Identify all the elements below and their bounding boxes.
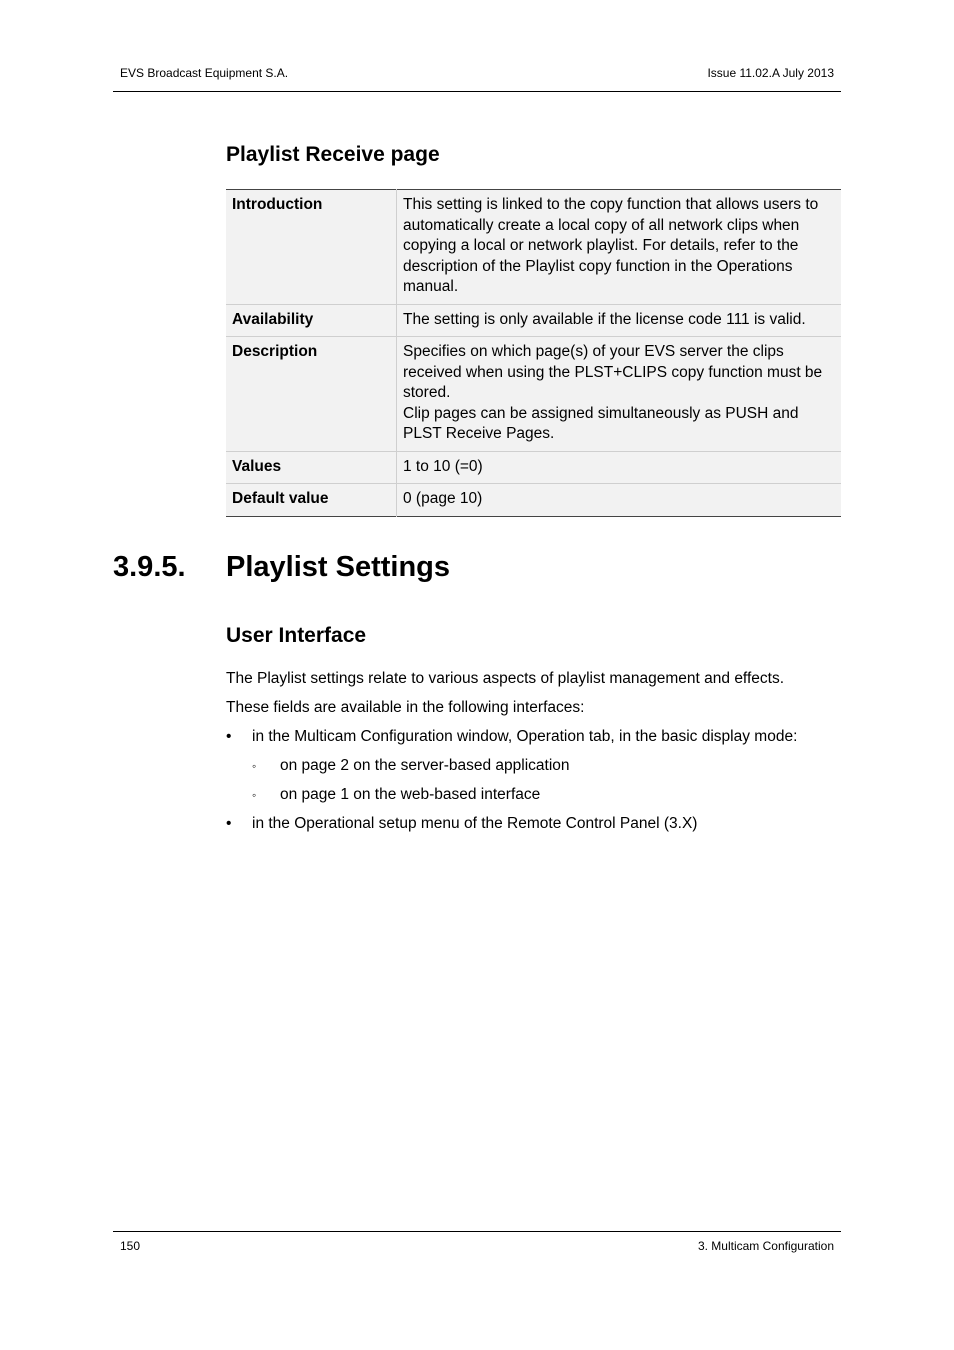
section-number: 3.9.5.	[113, 551, 186, 583]
table-row	[226, 484, 841, 517]
row-value	[397, 190, 842, 305]
row-value	[397, 337, 842, 452]
table-row	[226, 304, 841, 337]
table-row	[226, 451, 841, 484]
row-label: Introduction	[226, 190, 397, 305]
page-header	[113, 0, 841, 92]
value-line: stored.	[403, 384, 451, 401]
table-row	[226, 337, 841, 452]
value-line: Clip pages can be assigned simultaneously as PUSH and	[403, 404, 799, 422]
page-footer	[113, 1231, 841, 1253]
bullet-text: in the Operational setup menu of the Remote Control Panel (3.X)	[252, 815, 698, 832]
subsection-title: Playlist Receive page	[226, 143, 440, 166]
row-value	[397, 304, 842, 337]
row-label: Values	[226, 451, 397, 484]
row-label: Description	[226, 337, 397, 452]
header-issue: Issue 11.02.A July 2013	[707, 66, 834, 80]
value-line: This setting is linked to the copy function that allows users to	[403, 196, 819, 213]
bullet-mark: •	[226, 728, 232, 745]
bullet-mark: •	[226, 815, 232, 832]
sub-bullet-text: on page 2 on the server-based application	[280, 757, 570, 774]
row-label: Availability	[226, 304, 397, 337]
table-row	[226, 190, 841, 305]
row-value	[397, 451, 842, 484]
value-line: manual.	[403, 278, 459, 295]
row-label: Default value	[226, 484, 397, 517]
header-company: EVS Broadcast Equipment S.A.	[120, 66, 289, 80]
sub-bullet-mark: ◦	[252, 759, 257, 773]
parameter-table	[226, 189, 841, 517]
availability-paragraph: These fields are available in the following interfaces:	[226, 699, 585, 716]
value-line: 1 to 10 (=0)	[403, 457, 483, 475]
footer-page-number: 150	[120, 1239, 141, 1253]
value-line: PLST Receive Pages.	[403, 425, 555, 442]
value-line: copying a local or network playlist. For details, refer to the	[403, 237, 799, 254]
intro-paragraph: The Playlist settings relate to various aspects of playlist management and effects.	[226, 670, 784, 687]
value-line: Specifies on which page(s) of your EVS server the clips	[403, 343, 784, 360]
user-interface-heading: User Interface	[226, 624, 367, 647]
value-line: received when using the PLST+CLIPS copy function must be	[403, 363, 823, 381]
sub-bullet-mark: ◦	[252, 788, 257, 802]
section-title: Playlist Settings	[226, 551, 451, 583]
section-heading	[113, 551, 450, 584]
value-line: 0 (page 10)	[403, 490, 483, 507]
row-value	[397, 484, 842, 517]
sub-bullet-text: on page 1 on the web-based interface	[280, 786, 541, 803]
value-line: The setting is only available if the license code 111 is valid.	[403, 310, 806, 328]
footer-chapter: 3. Multicam Configuration	[697, 1239, 834, 1253]
value-line: automatically create a local copy of all network clips when	[403, 216, 800, 234]
bullet-text: in the Multicam Configuration window, Operation tab, in the basic display mode:	[252, 728, 798, 745]
value-line: description of the Playlist copy function in the Operations	[403, 257, 793, 275]
